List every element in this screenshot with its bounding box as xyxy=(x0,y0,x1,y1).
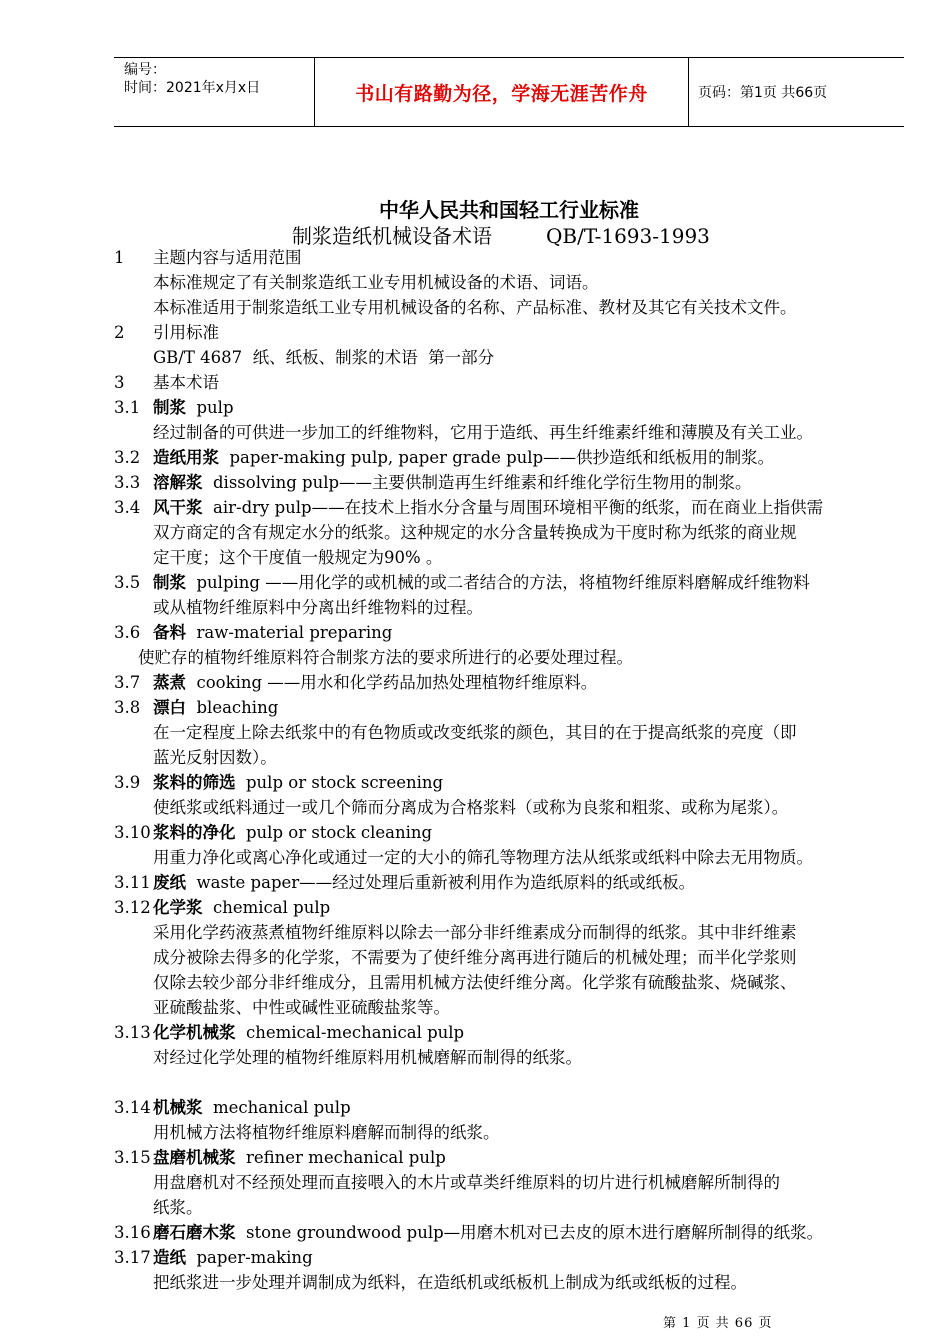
body-text-line xyxy=(153,922,797,944)
line-text: 本标准规定了有关制浆造纸工业专用机械设备的术语、词语。 xyxy=(153,273,599,292)
serial-label: 编号： xyxy=(124,62,166,78)
term-name: 蒸煮 xyxy=(153,673,186,692)
page-header xyxy=(114,57,904,127)
standard-org-title: 中华人民共和国轻工行业标准 xyxy=(379,198,639,222)
term-name: 溶解浆 xyxy=(153,473,203,492)
term-name: 风干浆 xyxy=(153,498,203,517)
section-number: 3.17 xyxy=(114,1248,151,1267)
line-text: paper-making pulp, paper grade pulp——供抄造纸和纸板用的制浆。 xyxy=(219,448,775,467)
section-number: 3.16 xyxy=(114,1223,151,1242)
section-line xyxy=(114,572,810,594)
section-number: 3.4 xyxy=(114,498,141,517)
header-motto: 书山有路勤为径，学海无涯苦作舟 xyxy=(315,58,689,126)
line-text: 使纸浆或纸料通过一或几个筛而分离成为合格浆料（或称为良浆和粗浆、或称为尾浆）。 xyxy=(153,798,789,817)
line-text: 采用化学药液蒸煮植物纤维原料以除去一部分非纤维素成分而制得的纸浆。其中非纤维素 xyxy=(153,923,797,942)
line-text: 本标准适用于制浆造纸工业专用机械设备的名称、产品标准、教材及其它有关技术文件。 xyxy=(153,298,797,317)
line-text: mechanical pulp xyxy=(202,1098,351,1117)
section-number: 3.13 xyxy=(114,1023,151,1042)
section-line xyxy=(114,1147,446,1169)
body-text-line xyxy=(153,1122,500,1144)
page-footer: 第 1 页 共 66 页 xyxy=(663,1316,773,1331)
section-number: 3.1 xyxy=(114,398,141,417)
term-name: 化学浆 xyxy=(153,898,203,917)
line-text: pulp or stock screening xyxy=(235,773,444,792)
body-text-line xyxy=(153,297,797,319)
section-number: 3.2 xyxy=(114,448,141,467)
line-text: stone groundwood pulp—用磨木机对已去皮的原木进行磨解所制得的纸浆。 xyxy=(235,1223,824,1242)
section-number: 3.3 xyxy=(114,473,141,492)
term-name: 备料 xyxy=(153,623,186,642)
section-number: 3.8 xyxy=(114,698,141,717)
line-text: 用机械方法将植物纤维原料磨解而制得的纸浆。 xyxy=(153,1123,500,1142)
body-text-line xyxy=(153,347,494,369)
line-text: 用盘磨机对不经预处理而直接喂入的木片或草类纤维原料的切片进行机械磨解所制得的 xyxy=(153,1173,780,1192)
line-text: chemical-mechanical pulp xyxy=(235,1023,465,1042)
line-text: 或从植物纤维原料中分离出纤维物料的过程。 xyxy=(153,598,483,617)
line-text: 纸浆。 xyxy=(153,1198,203,1217)
section-line xyxy=(114,897,330,919)
body-text-line xyxy=(153,747,277,769)
line-text: pulp xyxy=(186,398,234,417)
body-text-line xyxy=(153,797,788,819)
term-name: 造纸 xyxy=(153,1248,186,1267)
line-text: GB/T 4687 纸、纸板、制浆的术语 第一部分 xyxy=(153,348,495,367)
body-text-line xyxy=(153,997,450,1019)
line-text: dissolving pulp——主要供制造再生纤维素和纤维化学衍生物用的制浆。 xyxy=(202,473,752,492)
header-meta xyxy=(114,58,315,126)
section-line xyxy=(114,1097,351,1119)
section-number: 3.10 xyxy=(114,823,151,842)
term-name: 磨石磨木浆 xyxy=(153,1223,236,1242)
date-label: 时间：2021年x月x日 xyxy=(124,80,261,96)
section-line xyxy=(114,872,695,894)
body-text-line xyxy=(153,272,599,294)
section-number: 3.14 xyxy=(114,1098,151,1117)
body-text-line xyxy=(153,422,813,444)
section-line xyxy=(114,472,752,494)
term-name: 浆料的净化 xyxy=(153,823,236,842)
body-text-line xyxy=(138,647,633,669)
body-text-line xyxy=(153,1197,203,1219)
term-name: 制浆 xyxy=(153,573,186,592)
term-name: 浆料的筛选 xyxy=(153,773,236,792)
term-name: 制浆 xyxy=(153,398,186,417)
section-number: 3.15 xyxy=(114,1148,151,1167)
body-text-line xyxy=(153,947,797,969)
term-name: 盘磨机械浆 xyxy=(153,1148,236,1167)
line-text: 在一定程度上除去纸浆中的有色物质或改变纸浆的颜色，其目的在于提高纸浆的亮度（即 xyxy=(153,723,797,742)
line-text: pulp or stock cleaning xyxy=(235,823,433,842)
body-text-line xyxy=(153,547,442,569)
section-number: 2 xyxy=(114,323,125,342)
section-number: 3.11 xyxy=(114,873,151,892)
section-number: 3.9 xyxy=(114,773,141,792)
body-text-line xyxy=(153,597,483,619)
line-text: 定干度；这个干度值一般规定为90% 。 xyxy=(153,548,443,567)
body-text-line xyxy=(153,522,797,544)
section-line xyxy=(114,1022,464,1044)
section-line xyxy=(114,247,302,269)
section-line xyxy=(114,772,443,794)
section-line xyxy=(114,372,219,394)
term-name: 机械浆 xyxy=(153,1098,203,1117)
line-text: 用重力净化或离心净化或通过一定的大小的筛孔等物理方法从纸浆或纸料中除去无用物质。 xyxy=(153,848,813,867)
body-text-line xyxy=(153,972,797,994)
section-line xyxy=(114,497,823,519)
line-text: bleaching xyxy=(186,698,279,717)
line-text: chemical pulp xyxy=(202,898,331,917)
standard-title xyxy=(292,220,710,249)
line-text: pulping ——用化学的或机械的或二者结合的方法，将植物纤维原料磨解成纤维物料 xyxy=(186,573,810,592)
line-text: 基本术语 xyxy=(153,373,219,392)
term-name: 造纸用浆 xyxy=(153,448,219,467)
section-line xyxy=(114,1222,823,1244)
standard-code: QB/T-1693-1993 xyxy=(546,224,710,248)
line-text: waste paper——经过处理后重新被利用作为造纸原料的纸或纸板。 xyxy=(186,873,696,892)
section-line xyxy=(114,822,432,844)
line-text: 对经过化学处理的植物纤维原料用机械磨解而制得的纸浆。 xyxy=(153,1048,582,1067)
standard-name: 制浆造纸机械设备术语 xyxy=(292,224,492,248)
body-text-line xyxy=(153,1172,780,1194)
line-text: 亚硫酸盐浆、中性或碱性亚硫酸盐浆等。 xyxy=(153,998,450,1017)
line-text: 双方商定的含有规定水分的纸浆。这种规定的水分含量转换成为干度时称为纸浆的商业规 xyxy=(153,523,797,542)
line-text: raw-material preparing xyxy=(186,623,393,642)
line-text: 主题内容与适用范围 xyxy=(153,248,302,267)
section-line xyxy=(114,1247,313,1269)
line-text: cooking ——用水和化学药品加热处理植物纤维原料。 xyxy=(186,673,598,692)
header-page-info: 页码：第1页 共66页 xyxy=(698,85,828,101)
line-text: 蓝光反射因数）。 xyxy=(153,748,277,767)
section-number: 3.12 xyxy=(114,898,151,917)
section-line xyxy=(114,447,774,469)
section-number: 3.6 xyxy=(114,623,141,642)
line-text: 成分被除去得多的化学浆，不需要为了使纤维分离再进行随后的机械处理；而半化学浆则 xyxy=(153,948,797,967)
section-line xyxy=(114,672,597,694)
body-text-line xyxy=(153,847,813,869)
line-text: air-dry pulp——在技术上指水分含量与周围环境相平衡的纸浆，而在商业上指供需 xyxy=(202,498,824,517)
line-text: 使贮存的植物纤维原料符合制浆方法的要求所进行的必要处理过程。 xyxy=(138,648,633,667)
term-name: 废纸 xyxy=(153,873,186,892)
section-line xyxy=(114,622,392,644)
section-line xyxy=(114,697,278,719)
body-text-line xyxy=(153,1047,582,1069)
section-line xyxy=(114,322,219,344)
section-number: 1 xyxy=(114,248,125,267)
section-number: 3 xyxy=(114,373,125,392)
line-text: refiner mechanical pulp xyxy=(235,1148,446,1167)
section-number: 3.7 xyxy=(114,673,141,692)
line-text: 经过制备的可供进一步加工的纤维物料，它用于造纸、再生纤维素纤维和薄膜及有关工业。 xyxy=(153,423,813,442)
line-text: 引用标准 xyxy=(153,323,219,342)
section-number: 3.5 xyxy=(114,573,141,592)
line-text: paper-making xyxy=(186,1248,313,1267)
line-text: 把纸浆进一步处理并调制成为纸料，在造纸机或纸板机上制成为纸或纸板的过程。 xyxy=(153,1273,747,1292)
line-text: 仅除去较少部分非纤维成分，且需用机械方法使纤维分离。化学浆有硫酸盐浆、烧碱浆、 xyxy=(153,973,797,992)
term-name: 漂白 xyxy=(153,698,186,717)
section-line xyxy=(114,397,234,419)
term-name: 化学机械浆 xyxy=(153,1023,236,1042)
body-text-line xyxy=(153,1272,747,1294)
body-text-line xyxy=(153,722,797,744)
